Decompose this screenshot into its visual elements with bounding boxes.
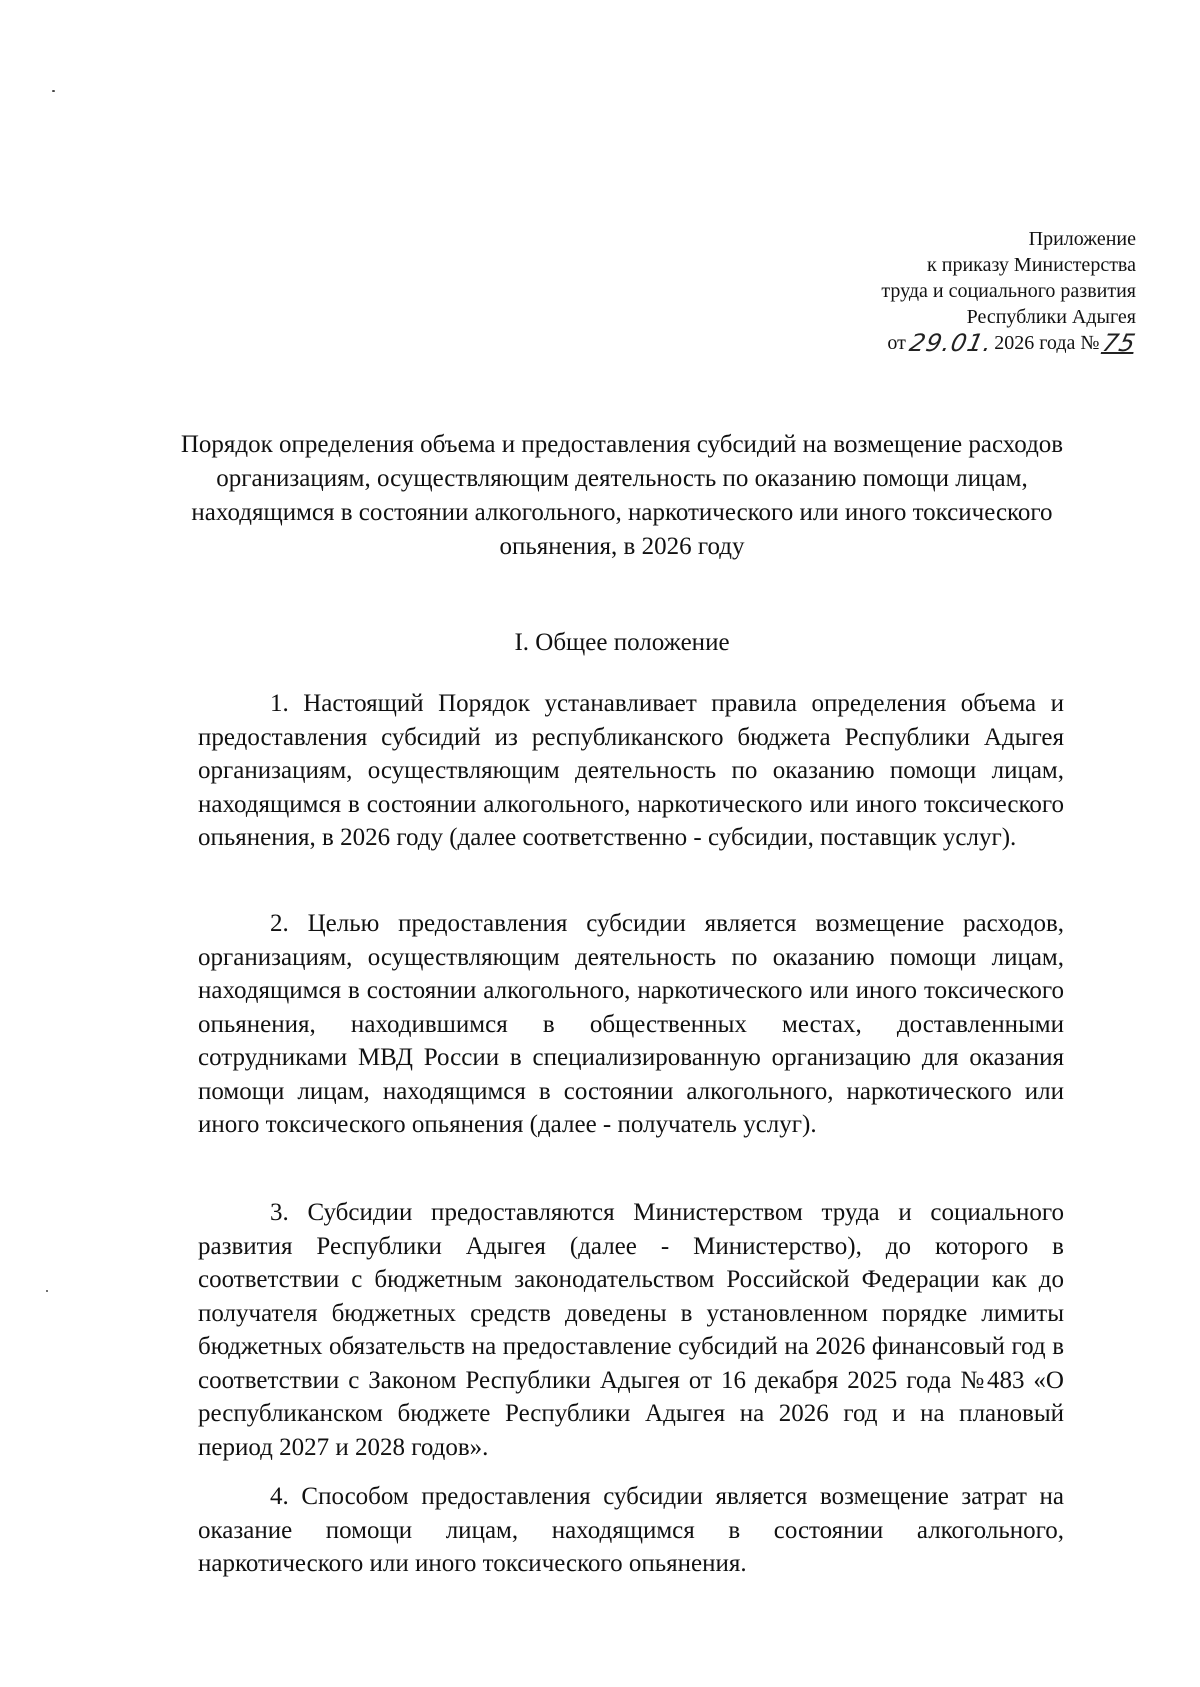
appendix-date-line [756,329,1139,357]
paragraph-3: 3. Субсидии предоставляются Министерством труда и социального развития Республики Адыгея (далее - Министерство), до которого в соответствии с бюджетным законодательством Российской Федерации как до получателя бюджетных средств доведены в установленном порядке лимиты бюджетных обязательств на предоставление субсидий на 2026 финансовый год в соответствии с Законом Республики Адыгея от 16 декабря 2025 года №483 «О республиканском бюджете Республики Адыгея на 2026 год и на плановый период 2027 и 2028 годов». [198,1199,1064,1461]
paragraph-2: 2. Целью предоставления субсидии является возмещение расходов, организациям, осуществляющим деятельность по оказанию помощи лицам, находящимся в состоянии алкогольного, наркотического или иного токсического опьянения, находившимся в общественных местах, доставленными сотрудниками МВД России в специализированную организацию для оказания помощи лицам, находящимся в состоянии алкогольного, наркотического или иного токсического опьянения (далее - получатель услуг). [198,910,1064,1138]
paragraph-1: 1. Настоящий Порядок устанавливает правила определения объема и предоставления субсидий из республиканского бюджета Республики Адыгея организациям, осуществляющим деятельность по оказанию помощи лицам, находящимся в состоянии алкогольного, наркотического или иного токсического опьянения, в 2026 году (далее соответственно - субсидии, поставщик услуг). [198,690,1064,851]
handwritten-date: 29.01. [906,329,996,357]
paragraph-4: 4. Способом предоставления субсидии является возмещение затрат на оказание помощи лицам, находящимся в состоянии алкогольного, наркотического или иного токсического опьянения. [198,1483,1064,1577]
appendix-label: Приложение [1028,228,1136,250]
appendix-republic: Республики Адыгея [966,306,1136,328]
section-heading: I. Общее положение [514,629,730,656]
scan-speck [46,1290,48,1292]
appendix-order-ref: к приказу Министерства [927,254,1136,276]
appendix-ministry: труда и социального развития [881,280,1136,302]
year-text: 2026 года № [994,332,1100,354]
date-prefix: от [887,332,906,354]
document-title: Порядок определения объема и предоставления субсидий на возмещение расходов организациям, осуществляющим деятельность по оказанию помощи лицам, находящимся в состоянии алкогольного, наркотического или иного токсического опьянения, в 2026 году [180,431,1064,560]
handwritten-number: 75 [1100,329,1139,357]
scan-speck [52,90,55,92]
appendix-block [756,226,1139,357]
